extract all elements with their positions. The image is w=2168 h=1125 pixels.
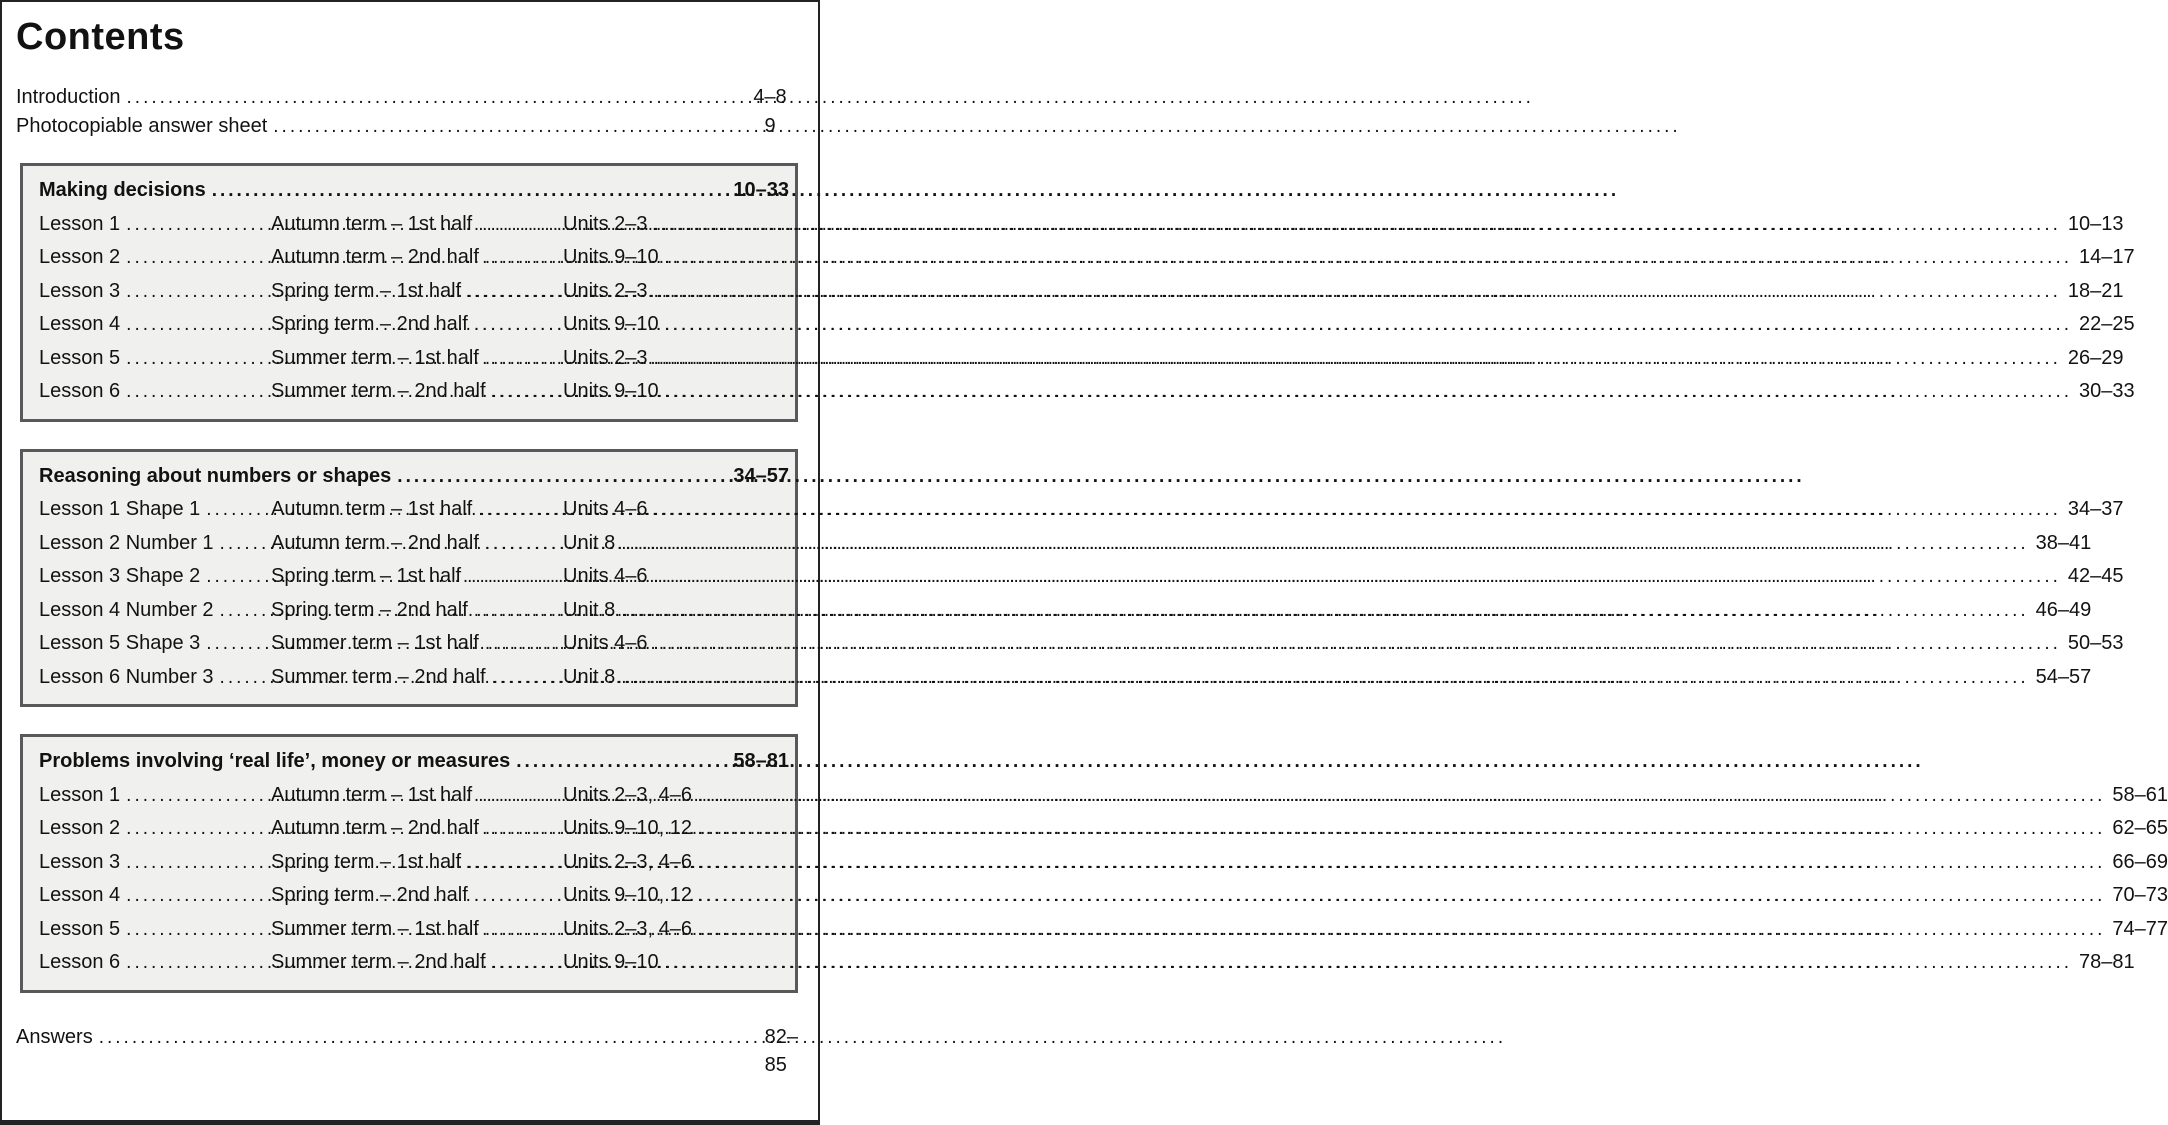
toc-row [39,779,2168,813]
dot-leader [99,1023,765,1052]
toc-row [39,879,2168,913]
dot-leader [492,946,556,980]
row-pages: 74–77 [2112,917,2168,940]
toc-row [39,594,2092,628]
units-label: Units 9–10, 12 [563,817,692,839]
units-label: Units 9–10 [563,313,659,335]
dot-leader [474,308,556,342]
units-label: Unit 8 [563,598,616,621]
toc-entry-answer-sheet [16,112,798,141]
section-header [39,174,789,208]
row-pages: 22–25 [2079,313,2135,335]
dot-leader [485,913,556,947]
dot-leader [206,560,264,594]
page-content [2,2,2168,1079]
dot-leader [126,779,264,813]
toc-row [39,342,2124,376]
term-label: Autumn term – 1st half [271,783,473,806]
dot-leader [126,308,264,342]
toc-row [39,375,2135,409]
dot-leader [273,112,735,141]
toc-row [39,661,2092,695]
lesson-label: Lesson 6 Number 3 [39,665,214,688]
dot-leader [516,745,726,779]
term-label: Spring term – 1st half [271,279,462,302]
term-label: Spring term – 1st half [271,565,462,587]
term-label: Summer term – 1st half [271,632,479,654]
entry-pages: 9 [764,115,776,137]
dot-leader [474,594,556,628]
dot-leader [478,779,556,813]
term-label: Summer term – 1st half [271,917,479,940]
dot-leader [126,342,264,376]
entry-pages: 4–8 [753,86,787,108]
dot-leader [485,241,556,275]
toc-row [39,627,2124,661]
lesson-label: Lesson 3 [39,279,121,302]
dot-leader [126,846,264,880]
term-label: Summer term – 2nd half [271,951,486,973]
term-label: Spring term – 2nd half [271,313,468,335]
term-label: Spring term – 2nd half [271,884,468,906]
units-label: Units 9–10 [563,380,659,402]
dot-leader [654,627,2061,661]
term-label: Autumn term – 1st half [271,212,473,235]
dot-leader [621,594,2028,628]
toc-entry-introduction [16,83,798,112]
term-label: Summer term – 2nd half [271,380,486,402]
row-pages: 78–81 [2079,951,2135,973]
units-label: Units 4–6 [563,632,648,654]
dot-leader [485,342,556,376]
term-label: Spring term – 1st half [271,850,462,873]
dot-leader [492,661,556,695]
section-pages: 58–81 [733,750,789,772]
dot-leader [126,812,264,846]
dot-leader [485,812,556,846]
toc-row [39,560,2124,594]
dot-leader [126,879,264,913]
dot-leader [698,879,2105,913]
term-label: Autumn term – 2nd half [271,817,479,839]
toc-row [39,812,2168,846]
row-pages: 66–69 [2112,850,2168,873]
lesson-label: Lesson 2 [39,817,121,839]
units-label: Units 2–3 [563,346,648,369]
dot-leader [467,560,556,594]
toc-row [39,527,2092,561]
dot-leader [698,812,2105,846]
term-label: Autumn term – 2nd half [271,531,479,554]
units-label: Units 9–10, 12 [563,884,692,906]
units-label: Units 9–10 [563,246,659,268]
term-label: Autumn term – 2nd half [271,246,479,268]
toc-entry-answers [16,1023,798,1079]
toc-row [39,493,2124,527]
lesson-label: Lesson 5 Shape 3 [39,632,201,654]
lesson-label: Lesson 3 [39,850,121,873]
toc-row [39,241,2135,275]
lesson-label: Lesson 6 [39,951,121,973]
section-header [39,460,789,494]
dot-leader [127,83,735,112]
section-pages: 34–57 [733,464,789,487]
lesson-label: Lesson 2 Number 1 [39,531,214,554]
row-pages: 62–65 [2112,817,2168,839]
section-title: Reasoning about numbers or shapes [39,464,392,487]
page-title: Contents [16,16,185,58]
section-making-decisions [20,163,2135,422]
dot-leader [665,375,2072,409]
toc-row [39,308,2135,342]
lesson-label: Lesson 3 Shape 2 [39,565,201,587]
dot-leader [485,627,556,661]
lesson-label: Lesson 4 [39,313,121,335]
dot-leader [654,493,2061,527]
entry-label: Photocopiable answer sheet [16,115,268,137]
lesson-label: Lesson 5 [39,346,121,369]
lesson-label: Lesson 4 Number 2 [39,598,214,621]
lesson-label: Lesson 1 [39,212,121,235]
units-label: Units 2–3 [563,279,648,302]
lesson-label: Lesson 1 Shape 1 [39,498,201,520]
toc-row [39,846,2168,880]
dot-leader [126,913,264,947]
dot-leader [126,375,264,409]
lesson-label: Lesson 2 [39,246,121,268]
dot-leader [220,594,264,628]
dot-leader [665,241,2072,275]
units-label: Unit 8 [563,531,616,554]
dot-leader [220,661,264,695]
dot-leader [654,275,2061,309]
units-label: Units 9–10 [563,951,659,973]
entry-label: Introduction [16,86,121,108]
dot-leader [220,527,264,561]
toc-row [39,946,2135,980]
dot-leader [467,275,556,309]
units-label: Units 2–3, 4–6 [563,850,692,873]
dot-leader [206,627,264,661]
row-pages: 30–33 [2079,380,2135,402]
lesson-label: Lesson 4 [39,884,121,906]
lesson-label: Lesson 1 [39,783,121,806]
section-problems-real-life [20,734,2168,993]
dot-leader [126,275,264,309]
section-title: Making decisions [39,179,206,201]
term-label: Spring term – 2nd half [271,598,468,621]
row-pages: 34–37 [2067,498,2124,520]
entry-pages: 82–85 [764,1025,798,1076]
dot-leader [126,241,264,275]
dot-leader [698,913,2105,947]
row-pages: 50–53 [2067,632,2124,654]
row-pages: 42–45 [2067,565,2124,587]
dot-leader [478,208,556,242]
toc-row [39,275,2124,309]
dot-leader [698,846,2105,880]
section-title: Problems involving ‘real life’, money or measures [39,750,511,772]
dot-leader [126,208,264,242]
dot-leader [492,375,556,409]
row-pages: 26–29 [2067,346,2124,369]
dot-leader [654,208,2061,242]
dot-leader [478,493,556,527]
dot-leader [126,946,264,980]
row-pages: 58–61 [2112,783,2168,806]
dot-leader [474,879,556,913]
term-label: Autumn term – 1st half [271,498,473,520]
dot-leader [467,846,556,880]
dot-leader [397,460,726,494]
dot-leader [621,661,2028,695]
term-label: Summer term – 1st half [271,346,479,369]
row-pages: 14–17 [2079,246,2135,268]
row-pages: 38–41 [2035,531,2092,554]
row-pages: 54–57 [2035,665,2092,688]
units-label: Units 2–3, 4–6 [563,917,692,940]
lesson-label: Lesson 6 [39,380,121,402]
toc-row [39,208,2124,242]
lesson-label: Lesson 5 [39,917,121,940]
dot-leader [621,527,2028,561]
dot-leader [212,174,727,208]
units-label: Unit 8 [563,665,616,688]
row-pages: 70–73 [2112,884,2168,906]
entry-label: Answers [16,1025,93,1048]
section-reasoning-numbers-shapes [20,449,2124,708]
units-label: Units 4–6 [563,498,648,520]
dot-leader [485,527,556,561]
units-label: Units 4–6 [563,565,648,587]
term-label: Summer term – 2nd half [271,665,486,688]
section-pages: 10–33 [733,179,789,201]
row-pages: 46–49 [2035,598,2092,621]
dot-leader [665,946,2072,980]
row-pages: 10–13 [2067,212,2124,235]
units-label: Units 2–3, 4–6 [563,783,692,806]
section-header [39,745,789,779]
dot-leader [665,308,2072,342]
row-pages: 18–21 [2067,279,2124,302]
dot-leader [206,493,264,527]
units-label: Units 2–3 [563,212,648,235]
dot-leader [698,779,2105,813]
dot-leader [654,342,2061,376]
toc-row [39,913,2168,947]
dot-leader [654,560,2061,594]
